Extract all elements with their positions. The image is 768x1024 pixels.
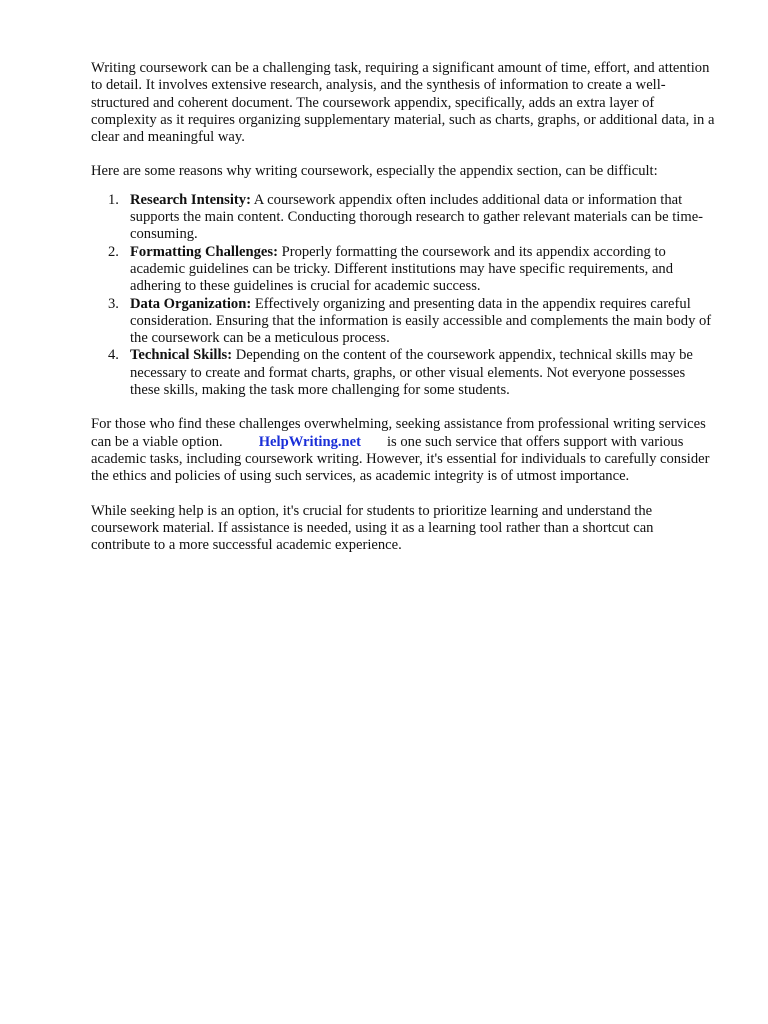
help-paragraph xyxy=(91,416,716,485)
reason-term: Research Intensity: xyxy=(130,191,251,208)
help-text-before: For those who find these challenges overwhelming, seeking assistance from professional writing services can be a viable option. xyxy=(91,416,706,450)
reason-text: Effectively organizing and presenting data in the appendix requires careful consideration. Ensuring that the information is easily accessible and complements the main body of the coursework can be a meticulous process. xyxy=(130,295,712,347)
help-text-after: is one such service that offers support with various academic tasks, including coursework writing. However, it's essential for individuals to carefully consider the ethics and policies of using such services, as academic integrity is of utmost importance. xyxy=(91,433,710,485)
reason-item xyxy=(91,347,716,399)
reason-number: 4. xyxy=(108,347,119,364)
reason-term: Data Organization: xyxy=(130,295,252,312)
reason-text: Properly formatting the coursework and its appendix according to academic guidelines can be tricky. Different institutions may have specific requirements, and adhering to these guidelines is crucial for academic success. xyxy=(130,243,674,295)
reason-item xyxy=(91,244,716,296)
helpwriting-link[interactable]: HelpWriting.net xyxy=(258,433,361,450)
reason-item xyxy=(91,192,716,244)
intro-paragraph: Writing coursework can be a challenging task, requiring a significant amount of time, effort, and attention to detail. It involves extensive research, analysis, and the synthesis of information to create a well-structured and coherent document. The coursework appendix, specifically, adds an extra layer of complexity as it requires organizing supplementary material, such as charts, graphs, or additional data, in a clear and meaningful way. xyxy=(91,60,715,146)
reason-item xyxy=(91,296,716,348)
reason-text: A coursework appendix often includes additional data or information that supports the main content. Conducting thorough research to gather relevant materials can be time-consuming. xyxy=(130,191,704,243)
reason-number: 2. xyxy=(108,243,119,260)
reasons-list xyxy=(91,192,716,400)
reason-number: 1. xyxy=(108,191,119,208)
reason-term: Formatting Challenges: xyxy=(130,243,278,260)
reason-text: Depending on the content of the coursework appendix, technical skills may be necessary to create and format charts, graphs, or other visual elements. Not everyone possesses these skills, making the task more challenging for some students. xyxy=(130,347,693,399)
reason-number: 3. xyxy=(108,295,119,312)
closing-paragraph: While seeking help is an option, it's crucial for students to prioritize learning and understand the coursework material. If assistance is needed, using it as a learning tool rather than a shortcut can contribute to a more successful academic experience. xyxy=(91,502,654,554)
reasons-intro-paragraph: Here are some reasons why writing coursework, especially the appendix section, can be difficult: xyxy=(91,163,658,180)
reason-term: Technical Skills: xyxy=(130,347,233,364)
